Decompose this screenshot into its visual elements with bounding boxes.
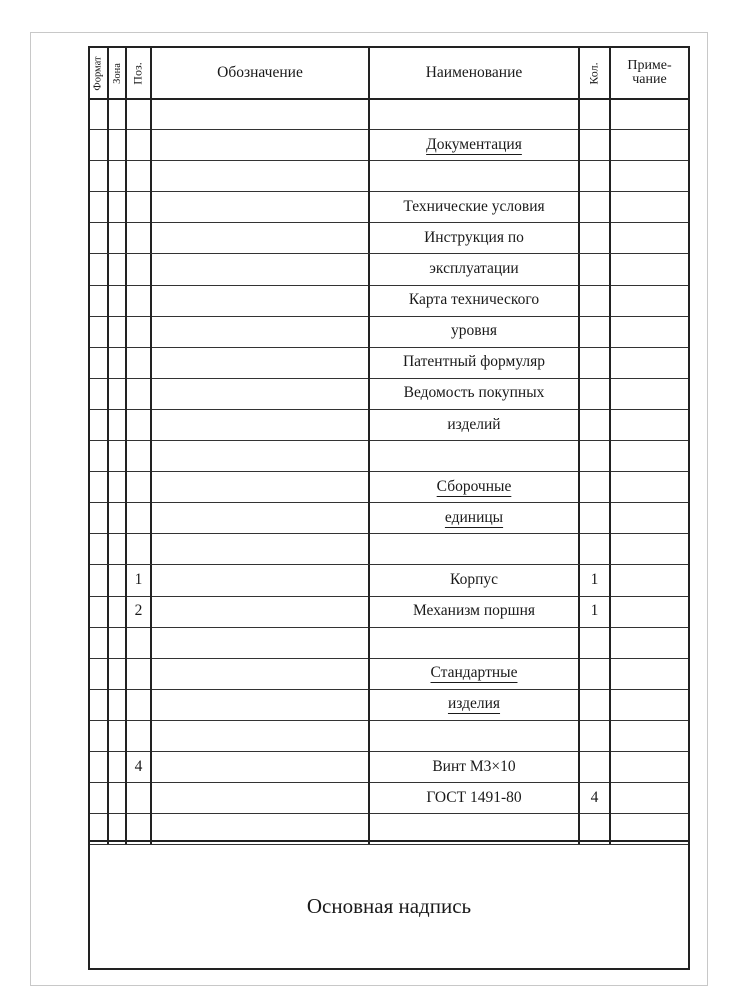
cell-pos: [127, 222, 152, 253]
cell-format: [90, 129, 109, 160]
cell-designation: [152, 347, 370, 378]
cell-zone: [109, 658, 127, 689]
cell-name: [370, 689, 580, 720]
cell-name: [370, 596, 580, 627]
cell-qty: [580, 347, 611, 378]
table-row: [90, 751, 688, 783]
cell-format: [90, 316, 109, 347]
cell-qty: [580, 658, 611, 689]
cell-pos: [127, 378, 152, 409]
cell-zone: [109, 285, 127, 316]
cell-name-text: Винт М3×10: [432, 757, 516, 775]
cell-qty: [580, 316, 611, 347]
cell-qty: [580, 720, 611, 751]
header-zone: Зона: [109, 48, 127, 98]
cell-pos: [127, 98, 152, 129]
cell-designation: [152, 627, 370, 658]
cell-pos-text: 2: [134, 602, 143, 620]
cell-zone: [109, 720, 127, 751]
cell-note: [611, 720, 688, 751]
cell-format: [90, 160, 109, 191]
cell-qty: [580, 285, 611, 316]
cell-designation: [152, 502, 370, 533]
cell-qty: [580, 751, 611, 782]
cell-zone: [109, 440, 127, 471]
cell-note: [611, 316, 688, 347]
table-row: [90, 658, 688, 690]
table-row: [90, 98, 688, 130]
cell-name: [370, 129, 580, 160]
cell-designation: [152, 751, 370, 782]
cell-name: [370, 751, 580, 782]
cell-designation: [152, 160, 370, 191]
table-row: [90, 782, 688, 814]
cell-format: [90, 565, 109, 596]
cell-name-text: Механизм поршня: [412, 602, 535, 620]
header-format: Формат: [90, 48, 109, 98]
cell-name: [370, 160, 580, 191]
cell-zone: [109, 471, 127, 502]
cell-qty: [580, 565, 611, 596]
table-row: [90, 160, 688, 192]
cell-name: [370, 720, 580, 751]
cell-pos: [127, 502, 152, 533]
cell-zone: [109, 191, 127, 222]
cell-designation: [152, 378, 370, 409]
table-row: [90, 502, 688, 534]
cell-note: [611, 98, 688, 129]
cell-pos: [127, 471, 152, 502]
cell-designation: [152, 285, 370, 316]
cell-note: [611, 471, 688, 502]
cell-name-text: ГОСТ 1491-80: [426, 788, 522, 806]
cell-designation: [152, 316, 370, 347]
cell-name-text: изделий: [447, 415, 501, 433]
cell-note: [611, 129, 688, 160]
header-qty: Кол.: [580, 48, 611, 98]
cell-pos: [127, 191, 152, 222]
cell-format: [90, 658, 109, 689]
cell-name-text: Сборочные: [436, 477, 512, 495]
cell-name-text: Технические условия: [403, 197, 545, 215]
table-row: [90, 347, 688, 379]
cell-name: [370, 316, 580, 347]
table-row: [90, 254, 688, 286]
cell-zone: [109, 502, 127, 533]
cell-note: [611, 378, 688, 409]
cell-note: [611, 751, 688, 782]
table-row: [90, 191, 688, 223]
cell-note: [611, 533, 688, 564]
table-row: [90, 627, 688, 659]
cell-name: [370, 627, 580, 658]
cell-name: [370, 533, 580, 564]
cell-zone: [109, 533, 127, 564]
cell-pos-text: 1: [134, 571, 143, 588]
cell-note: [611, 502, 688, 533]
header-note: Приме- чание: [627, 58, 672, 87]
cell-designation: [152, 720, 370, 751]
cell-format: [90, 378, 109, 409]
cell-note: [611, 160, 688, 191]
cell-pos: [127, 596, 152, 627]
cell-pos: [127, 751, 152, 782]
cell-zone: [109, 378, 127, 409]
cell-qty-text: 1: [590, 571, 599, 588]
cell-note: [611, 222, 688, 253]
cell-name: [370, 565, 580, 596]
cell-qty: [580, 222, 611, 253]
cell-designation: [152, 98, 370, 129]
cell-name-text: Документация: [426, 135, 522, 153]
table-row: [90, 285, 688, 317]
cell-zone: [109, 782, 127, 813]
cell-note: [611, 627, 688, 658]
cell-zone: [109, 689, 127, 720]
cell-pos: [127, 782, 152, 813]
cell-designation: [152, 689, 370, 720]
cell-qty: [580, 129, 611, 160]
cell-format: [90, 440, 109, 471]
cell-pos: [127, 565, 152, 596]
cell-name-text: изделия: [447, 695, 501, 713]
cell-name-text: Корпус: [450, 571, 498, 588]
cell-name: [370, 347, 580, 378]
cell-name: [370, 254, 580, 285]
header-name: Наименование: [370, 48, 580, 98]
table-row: [90, 129, 688, 161]
cell-name-text: эксплуатации: [429, 260, 519, 277]
cell-pos: [127, 316, 152, 347]
cell-zone: [109, 565, 127, 596]
cell-zone: [109, 596, 127, 627]
cell-pos: [127, 254, 152, 285]
cell-qty: [580, 191, 611, 222]
cell-format: [90, 596, 109, 627]
cell-name: [370, 409, 580, 440]
cell-qty-text: 4: [590, 788, 599, 806]
cell-format: [90, 533, 109, 564]
cell-designation: [152, 254, 370, 285]
cell-pos: [127, 160, 152, 191]
cell-pos: [127, 720, 152, 751]
cell-name-text: уровня: [451, 322, 497, 340]
cell-format: [90, 222, 109, 253]
cell-designation: [152, 409, 370, 440]
cell-name-text: Ведомость покупных: [403, 384, 545, 402]
cell-name: [370, 782, 580, 813]
cell-format: [90, 254, 109, 285]
cell-name: [370, 222, 580, 253]
cell-format: [90, 502, 109, 533]
cell-designation: [152, 222, 370, 253]
cell-pos: [127, 533, 152, 564]
title-block: Основная надпись: [90, 840, 688, 970]
cell-note: [611, 440, 688, 471]
cell-format: [90, 347, 109, 378]
cell-format: [90, 782, 109, 813]
cell-qty: [580, 471, 611, 502]
cell-designation: [152, 191, 370, 222]
cell-name-text: единицы: [444, 508, 504, 526]
cell-designation: [152, 471, 370, 502]
cell-designation: [152, 129, 370, 160]
cell-qty: [580, 782, 611, 813]
cell-note: [611, 409, 688, 440]
cell-name: [370, 658, 580, 689]
cell-name-text: Карта технического: [408, 291, 540, 309]
header-pos: Поз.: [127, 48, 152, 98]
cell-qty-text: 1: [590, 602, 599, 620]
cell-format: [90, 751, 109, 782]
table-row: [90, 316, 688, 348]
cell-qty: [580, 254, 611, 285]
cell-format: [90, 191, 109, 222]
cell-note: [611, 782, 688, 813]
cell-zone: [109, 98, 127, 129]
cell-format: [90, 627, 109, 658]
cell-designation: [152, 782, 370, 813]
cell-name: [370, 285, 580, 316]
cell-format: [90, 720, 109, 751]
cell-note: [611, 347, 688, 378]
cell-zone: [109, 222, 127, 253]
table-row: [90, 689, 688, 721]
cell-pos: [127, 129, 152, 160]
cell-note: [611, 596, 688, 627]
table-row: [90, 378, 688, 410]
cell-note: [611, 191, 688, 222]
cell-zone: [109, 627, 127, 658]
table-row: [90, 565, 688, 597]
cell-zone: [109, 316, 127, 347]
cell-designation: [152, 440, 370, 471]
cell-pos-text: 4: [134, 757, 143, 775]
cell-name: [370, 378, 580, 409]
cell-format: [90, 409, 109, 440]
table-row: [90, 720, 688, 752]
cell-zone: [109, 254, 127, 285]
cell-zone: [109, 160, 127, 191]
cell-qty: [580, 533, 611, 564]
cell-pos: [127, 627, 152, 658]
cell-zone: [109, 347, 127, 378]
cell-note: [611, 285, 688, 316]
cell-name-text: Патентный формуляр: [402, 353, 546, 371]
cell-note: [611, 689, 688, 720]
cell-format: [90, 98, 109, 129]
table-row: [90, 596, 688, 628]
cell-note: [611, 565, 688, 596]
cell-note: [611, 254, 688, 285]
cell-zone: [109, 129, 127, 160]
table-row: [90, 222, 688, 254]
table-row: [90, 409, 688, 441]
cell-qty: [580, 627, 611, 658]
cell-name: [370, 440, 580, 471]
cell-name: [370, 471, 580, 502]
cell-format: [90, 471, 109, 502]
cell-pos: [127, 347, 152, 378]
cell-qty: [580, 98, 611, 129]
cell-qty: [580, 160, 611, 191]
cell-qty: [580, 440, 611, 471]
cell-designation: [152, 565, 370, 596]
table-row: [90, 440, 688, 472]
cell-qty: [580, 689, 611, 720]
cell-qty: [580, 378, 611, 409]
cell-format: [90, 285, 109, 316]
cell-designation: [152, 596, 370, 627]
cell-name: [370, 502, 580, 533]
table-header: [90, 48, 688, 100]
cell-designation: [152, 533, 370, 564]
cell-format: [90, 689, 109, 720]
cell-qty: [580, 502, 611, 533]
table-row: [90, 471, 688, 503]
cell-zone: [109, 751, 127, 782]
cell-pos: [127, 285, 152, 316]
cell-pos: [127, 689, 152, 720]
cell-pos: [127, 440, 152, 471]
cell-name: [370, 191, 580, 222]
cell-designation: [152, 658, 370, 689]
cell-pos: [127, 658, 152, 689]
specification-form: [88, 46, 690, 970]
cell-name-text: Инструкция по: [424, 228, 524, 246]
table-row: [90, 533, 688, 565]
cell-qty: [580, 409, 611, 440]
cell-zone: [109, 409, 127, 440]
cell-qty: [580, 596, 611, 627]
cell-name: [370, 98, 580, 129]
cell-name-text: Стандартные: [430, 664, 518, 682]
cell-pos: [127, 409, 152, 440]
cell-note: [611, 658, 688, 689]
header-designation: Обозначение: [152, 48, 370, 98]
